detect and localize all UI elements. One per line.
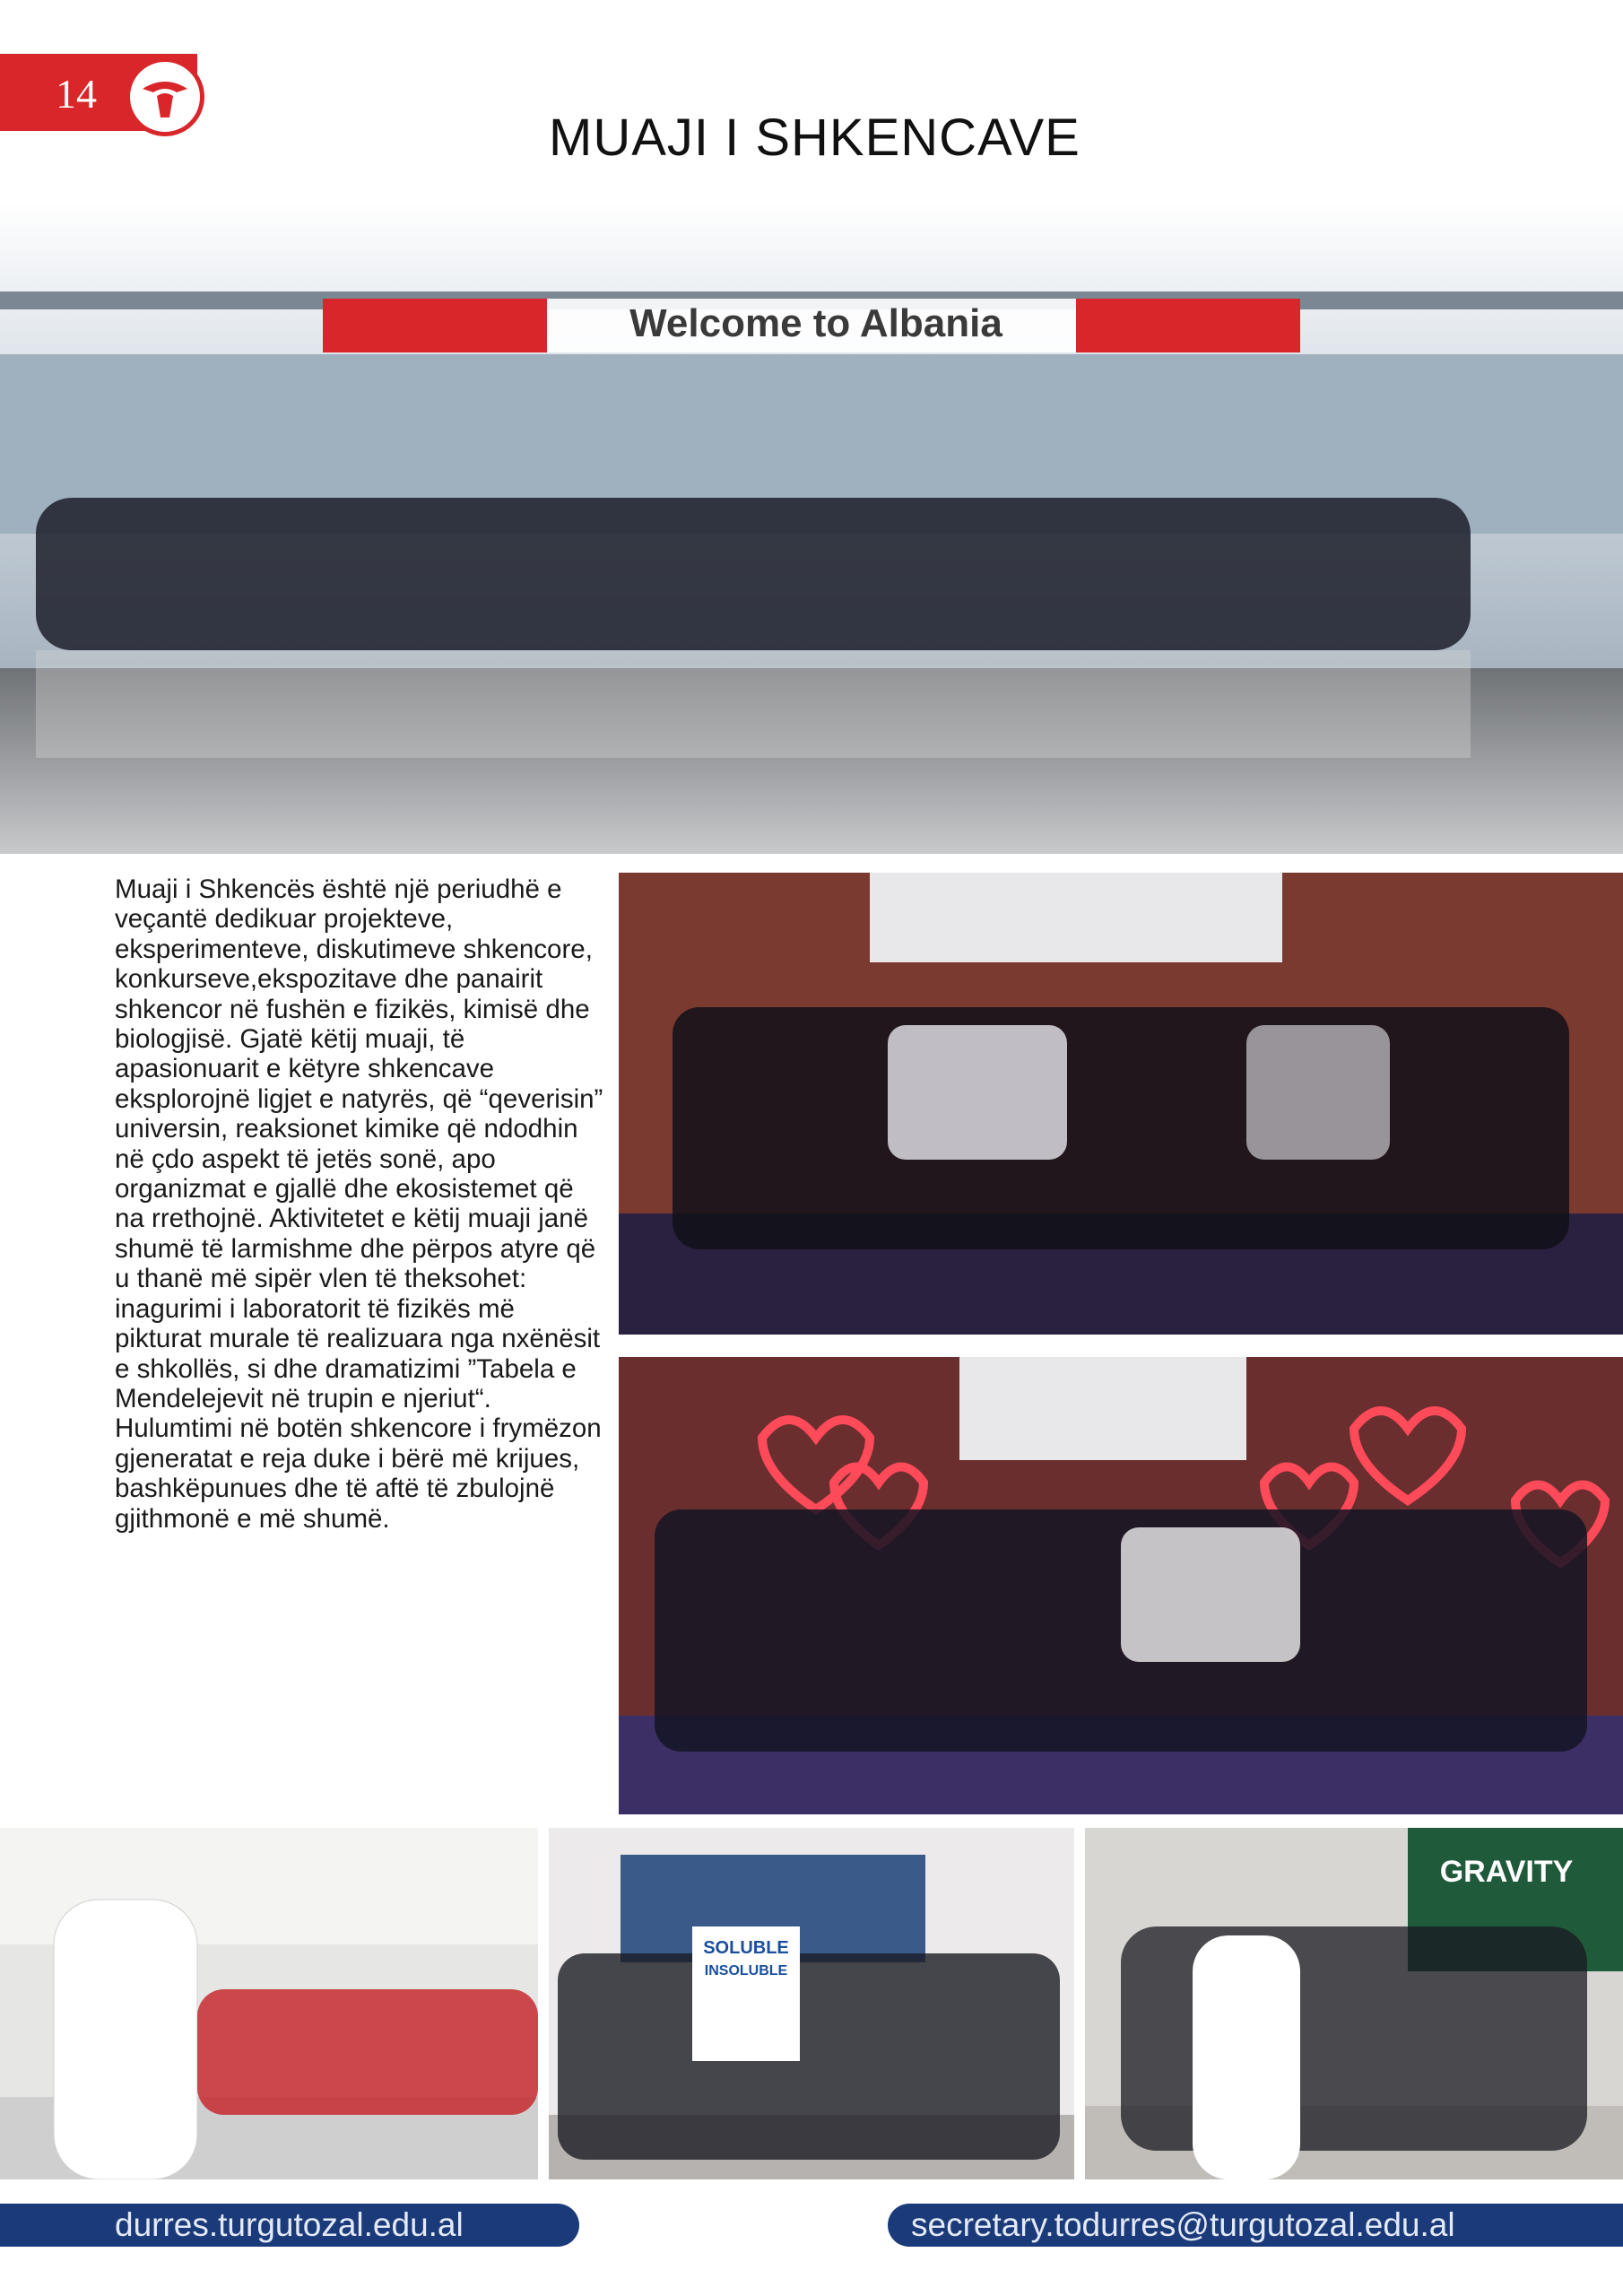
poster-presentation-photo (549, 1828, 1074, 2179)
poster-insoluble: INSOLUBLE (704, 1963, 788, 1979)
footer-email[interactable]: secretary.todurres@turgutozal.edu.al (888, 2204, 1623, 2247)
page-number: 14 (56, 71, 97, 117)
stage-photo-1 (619, 873, 1623, 1335)
stage-photo-2 (619, 1357, 1623, 1814)
page-title: MUAJI I SHKENCAVE (549, 109, 1081, 167)
gravity-room-photo (1085, 1828, 1623, 2179)
airport-group-photo (0, 202, 1623, 854)
gravity-wall-text: GRAVITY (1439, 1855, 1574, 1889)
lab-photo (0, 1828, 538, 2179)
article-body (115, 874, 606, 1534)
footer-website[interactable]: durres.turgutozal.edu.al (0, 2204, 579, 2247)
poster-soluble: SOLUBLE (703, 1938, 789, 1958)
school-logo (126, 57, 204, 136)
article-paragraph: Muaji i Shkencës është një periudhë e veçantë dedikuar projekteve, eksperimenteve, diskutimeve shkencore, konkurseve,ekspozitave dhe panairit shkencor në fushën e fizikës, kimisë dhe biologjisë. Gjatë këtij muaji, të apasionuarit e këtyre shkencave eksplorojnë ligjet e natyrës, që “qeverisin” universin, reaksionet kimike që ndodhin në çdo aspekt të jetës sonë, apo organizmat e gjallë dhe ekosistemet që na rrethojnë. Aktivitetet e këtij muaji janë shumë të larmishme dhe përpos atyre që u thanë më sipër vlen të theksohet: inagurimi i laboratorit të fizikës më pikturat murale të realizuara nga nxënësit e shkollës, si dhe dramatizimi ”Tabela e Mendelejevit në trupin e njeriut“. Hulumtimi në botën shkencore i frymëzon gjeneratat e reja duke i bërë më krijues, bashkëpunues dhe të aftë të zbulojnë gjithmonë e më shumë. (115, 874, 603, 1534)
welcome-sign: Welcome to Albania (629, 301, 1002, 345)
